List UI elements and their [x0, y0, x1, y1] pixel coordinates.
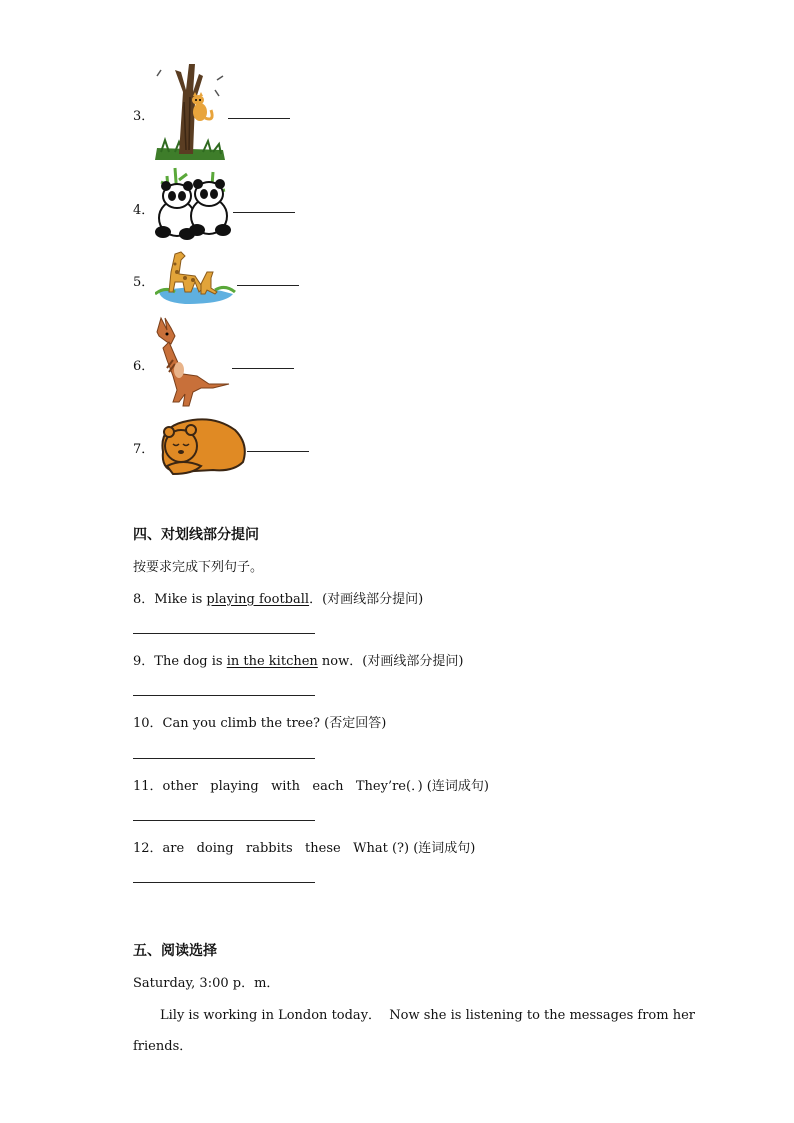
pandas-icon	[153, 166, 233, 242]
question-number-6: 6．	[133, 359, 155, 374]
question-8-post: ．(对画线部分提问)	[309, 592, 424, 607]
question-9	[133, 650, 463, 669]
answer-blank-7[interactable]	[247, 451, 309, 452]
question-10-number: 10．	[133, 716, 163, 731]
question-number-7: 7．	[133, 442, 155, 457]
question-number-3: 3．	[133, 109, 155, 124]
question-8-number: 8．	[133, 592, 155, 607]
question-11-number: 11．	[133, 779, 163, 794]
question-11-text: other playing with each They’re(．) (连词成句)	[162, 779, 489, 794]
question-12	[133, 837, 475, 856]
answer-blank-6[interactable]	[232, 368, 294, 369]
answer-blank-3[interactable]	[228, 118, 290, 119]
reading-paragraph-line-1: Lily is working in London today． Now she is listening to the messages from her	[160, 1008, 695, 1023]
question-11	[133, 775, 489, 794]
question-9-post: now．(对画线部分提问)	[317, 654, 464, 669]
question-12-text: are doing rabbits these What (?) (连词成句)	[162, 841, 476, 856]
section-4-title: 四、对划线部分提问	[133, 527, 259, 543]
question-8-pre: Mike is	[154, 592, 207, 607]
answer-line-12[interactable]	[133, 882, 315, 883]
answer-line-8[interactable]	[133, 633, 315, 634]
reading-paragraph-line-2: friends．	[133, 1039, 193, 1054]
section-5-title: 五、阅读选择	[133, 943, 217, 959]
question-9-number: 9．	[133, 654, 155, 669]
question-12-number: 12．	[133, 841, 163, 856]
answer-line-9[interactable]	[133, 695, 315, 696]
reading-date-line: Saturday, 3:00 p．m．	[133, 976, 280, 991]
question-9-pre: The dog is	[154, 654, 227, 669]
question-10	[133, 712, 386, 731]
answer-blank-4[interactable]	[233, 212, 295, 213]
tree-cat-icon	[153, 62, 227, 162]
answer-line-10[interactable]	[133, 758, 315, 759]
question-number-4: 4．	[133, 203, 155, 218]
sleeping-bear-icon	[153, 414, 249, 478]
question-number-5: 5．	[133, 275, 155, 290]
question-10-text: Can you climb the tree? (否定回答)	[162, 716, 387, 731]
question-9-underlined: in the kitchen	[226, 654, 318, 669]
question-8	[133, 588, 423, 607]
answer-blank-5[interactable]	[237, 285, 299, 286]
question-8-underlined: playing football	[206, 592, 310, 607]
giraffe-icon	[155, 248, 237, 306]
answer-line-11[interactable]	[133, 820, 315, 821]
section-4-instruction: 按要求完成下列句子。	[133, 560, 264, 575]
kangaroo-icon	[153, 314, 233, 408]
